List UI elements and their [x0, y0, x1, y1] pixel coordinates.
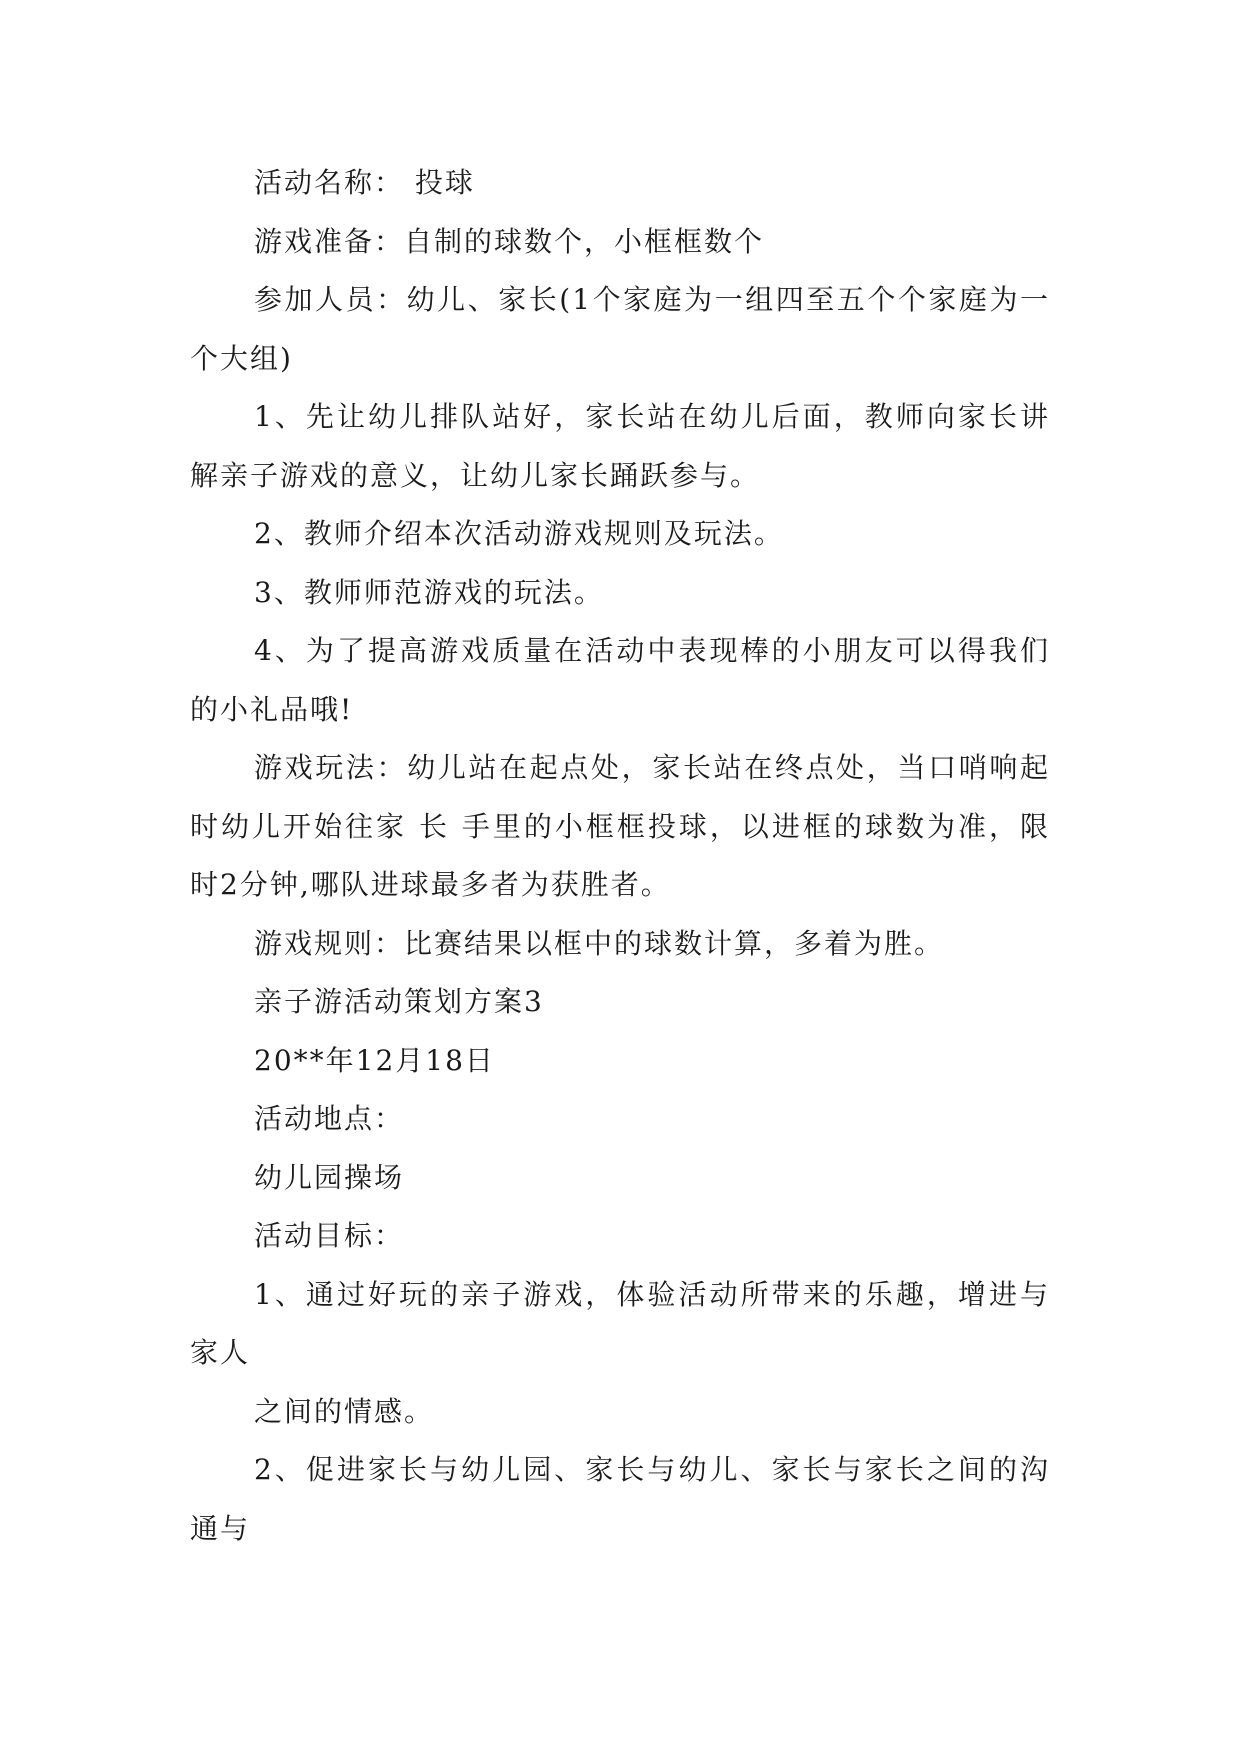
plan-3-heading: 亲子游活动策划方案3 [254, 985, 544, 1018]
participants-line: 参加人员：幼儿、家长(1个家庭为一组四至五个个家庭为一个大组) [190, 283, 1050, 375]
document-body [190, 154, 1050, 1558]
game-rules-paragraph: 游戏规则：比赛结果以框中的球数计算，多着为胜。 [254, 926, 945, 960]
objective-1-continuation: 之间的情感。 [254, 1394, 435, 1428]
activity-name-line: 活动名称： 投球 [254, 166, 475, 199]
objective-2-paragraph: 2、促进家长与幼儿园、家长与幼儿、家长与家长之间的沟通与 [190, 1453, 1050, 1545]
game-preparation-line: 游戏准备：自制的球数个，小框框数个 [254, 224, 765, 258]
location-value: 幼儿园操场 [254, 1160, 405, 1194]
game-method-paragraph: 游戏玩法：幼儿站在起点处，家长站在终点处，当口哨响起时幼儿开始往家 长 手里的小框框投球，以进框的球数为准，限时2分钟,哪队进球最多者为获胜者。 [190, 751, 1050, 901]
date-line: 20**年12月18日 [254, 1043, 495, 1077]
step-4-paragraph: 4、为了提高游戏质量在活动中表现棒的小朋友可以得我们的小礼品哦! [190, 634, 1050, 726]
objectives-label: 活动目标： [254, 1219, 405, 1252]
step-1-paragraph: 1、先让幼儿排队站好，家长站在幼儿后面，教师向家长讲解亲子游戏的意义，让幼儿家长踊跃参与。 [190, 400, 1050, 492]
step-3-paragraph: 3、教师师范游戏的玩法。 [254, 575, 604, 609]
objective-1-paragraph: 1、通过好玩的亲子游戏，体验活动所带来的乐趣，增进与家人 [190, 1277, 1050, 1369]
location-label: 活动地点： [254, 1102, 405, 1135]
step-2-paragraph: 2、教师介绍本次活动游戏规则及玩法。 [254, 517, 784, 550]
